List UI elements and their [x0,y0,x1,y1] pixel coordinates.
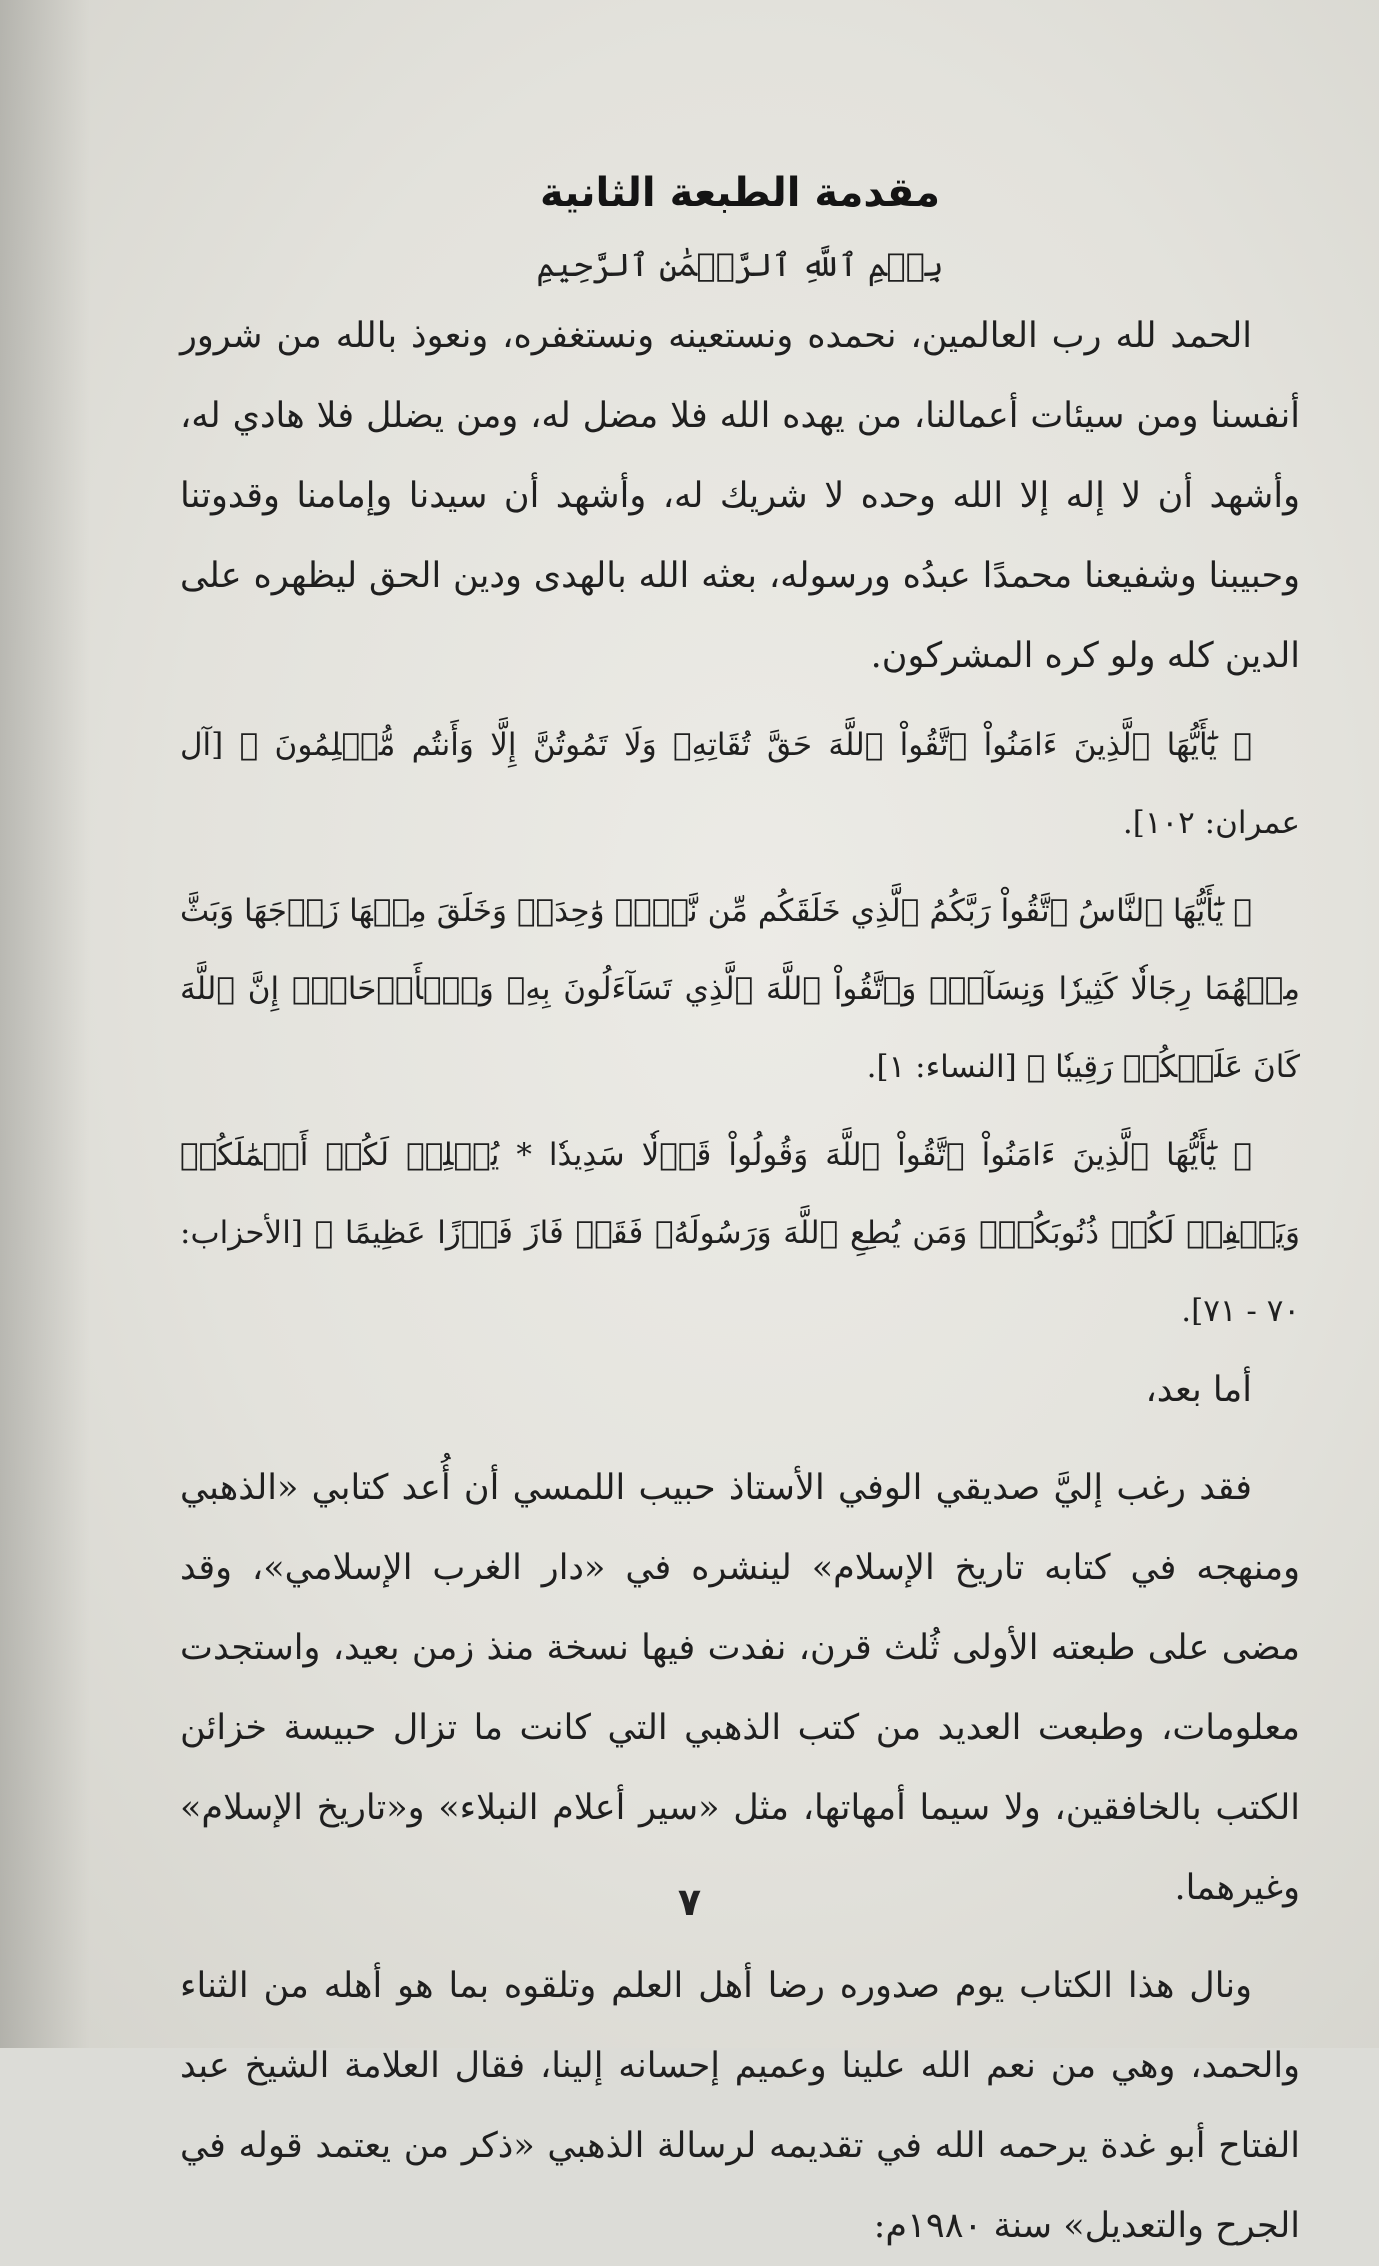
page-title: مقدمة الطبعة الثانية [539,170,941,216]
quran-verse-al-ahzab: ﴿ يَٰٓأَيُّهَا ٱلَّذِينَ ءَامَنُواْ ٱتَّقُواْ ٱللَّهَ وَقُولُواْ قَوۡلٗا سَدِيدٗا * يُصۡلِحۡ لَكُمۡ أَعۡمَٰلَكُمۡ وَيَغۡفِرۡ لَكُمۡ ذُنُوبَكُمۡۗ وَمَن يُطِعِ ٱللَّهَ وَرَسُولَهُۥ فَقَدۡ فَازَ فَوۡزًا عَظِيمًا ﴾ [الأحزاب: ٧٠ - ٧١]. [180,1137,1300,1329]
quran-verse-al-imran: ﴿ يَٰٓأَيُّهَا ٱلَّذِينَ ءَامَنُواْ ٱتَّقُواْ ٱللَّهَ حَقَّ تُقَاتِهِۦ وَلَا تَمُوتُنَّ إِلَّا وَأَنتُم مُّسۡلِمُونَ ﴾ [آل عمران: ١٠٢]. [180,727,1300,841]
quran-verse-an-nisa: ﴿ يَٰٓأَيُّهَا ٱلنَّاسُ ٱتَّقُواْ رَبَّكُمُ ٱلَّذِي خَلَقَكُم مِّن نَّفۡسٖ وَٰحِدَةٖ وَخَلَقَ مِنۡهَا زَوۡجَهَا وَبَثَّ مِنۡهُمَا رِجَالٗا كَثِيرٗا وَنِسَآءٗۚ وَٱتَّقُواْ ٱللَّهَ ٱلَّذِي تَسَآءَلُونَ بِهِۦ وَٱلۡأَرۡحَامَۚ إِنَّ ٱللَّهَ كَانَ عَلَيۡكُمۡ رَقِيبٗا ﴾ [النساء: ١]. [180,893,1300,1085]
paragraph-request: فقد رغب إليَّ صديقي الوفي الأستاذ حبيب اللمسي أن أُعد كتابي «الذهبي ومنهجه في كتابه تاريخ الإسلام» لينشره في «دار الغرب الإسلامي»، وقد مضى على طبعته الأولى ثُلث قرن، نفدت فيها نسخة منذ زمن بعيد، واستجدت معلومات، وطبعت العديد من كتب الذهبي التي كانت ما تزال حبيسة خزائن الكتب بالخافقين، ولا سيما أمهاتها، مثل «سير أعلام النبلاء» و«تاريخ الإسلام» وغيرهما. [180,1468,1300,1908]
paragraph-praise: الحمد لله رب العالمين، نحمده ونستعينه ونستغفره، ونعوذ بالله من شرور أنفسنا ومن سيئات أعمالنا، من يهده الله فلا مضل له، ومن يضلل فلا هادي له، وأشهد أن لا إله إلا الله وحده لا شريك له، وأشهد أن سيدنا وإمامنا وقدوتنا وحبيبنا وشفيعنا محمدًا عبدُه ورسوله، بعثه الله بالهدى ودين الحق ليظهره على الدين كله ولو كره المشركون. [180,316,1300,676]
paragraph-reception: ونال هذا الكتاب يوم صدوره رضا أهل العلم وتلقوه بما هو أهله من الثناء والحمد، وهي من نعم الله علينا وعميم إحسانه إلينا، فقال العلامة الشيخ عبد الفتاح أبو غدة يرحمه الله في تقديمه لرسالة الذهبي «ذكر من يعتمد قوله في الجرح والتعديل» سنة ١٩٨٠م: [180,1966,1300,2246]
page-number: ٧ [677,1880,702,1924]
basmala: بِسۡمِ ٱللَّهِ ٱلرَّحۡمَٰنِ ٱلرَّحِيمِ [536,246,944,284]
page-text-block [180,150,1300,2266]
page-shadow [0,0,90,2048]
paragraph-amma-bad: أما بعد، [1145,1370,1252,1410]
